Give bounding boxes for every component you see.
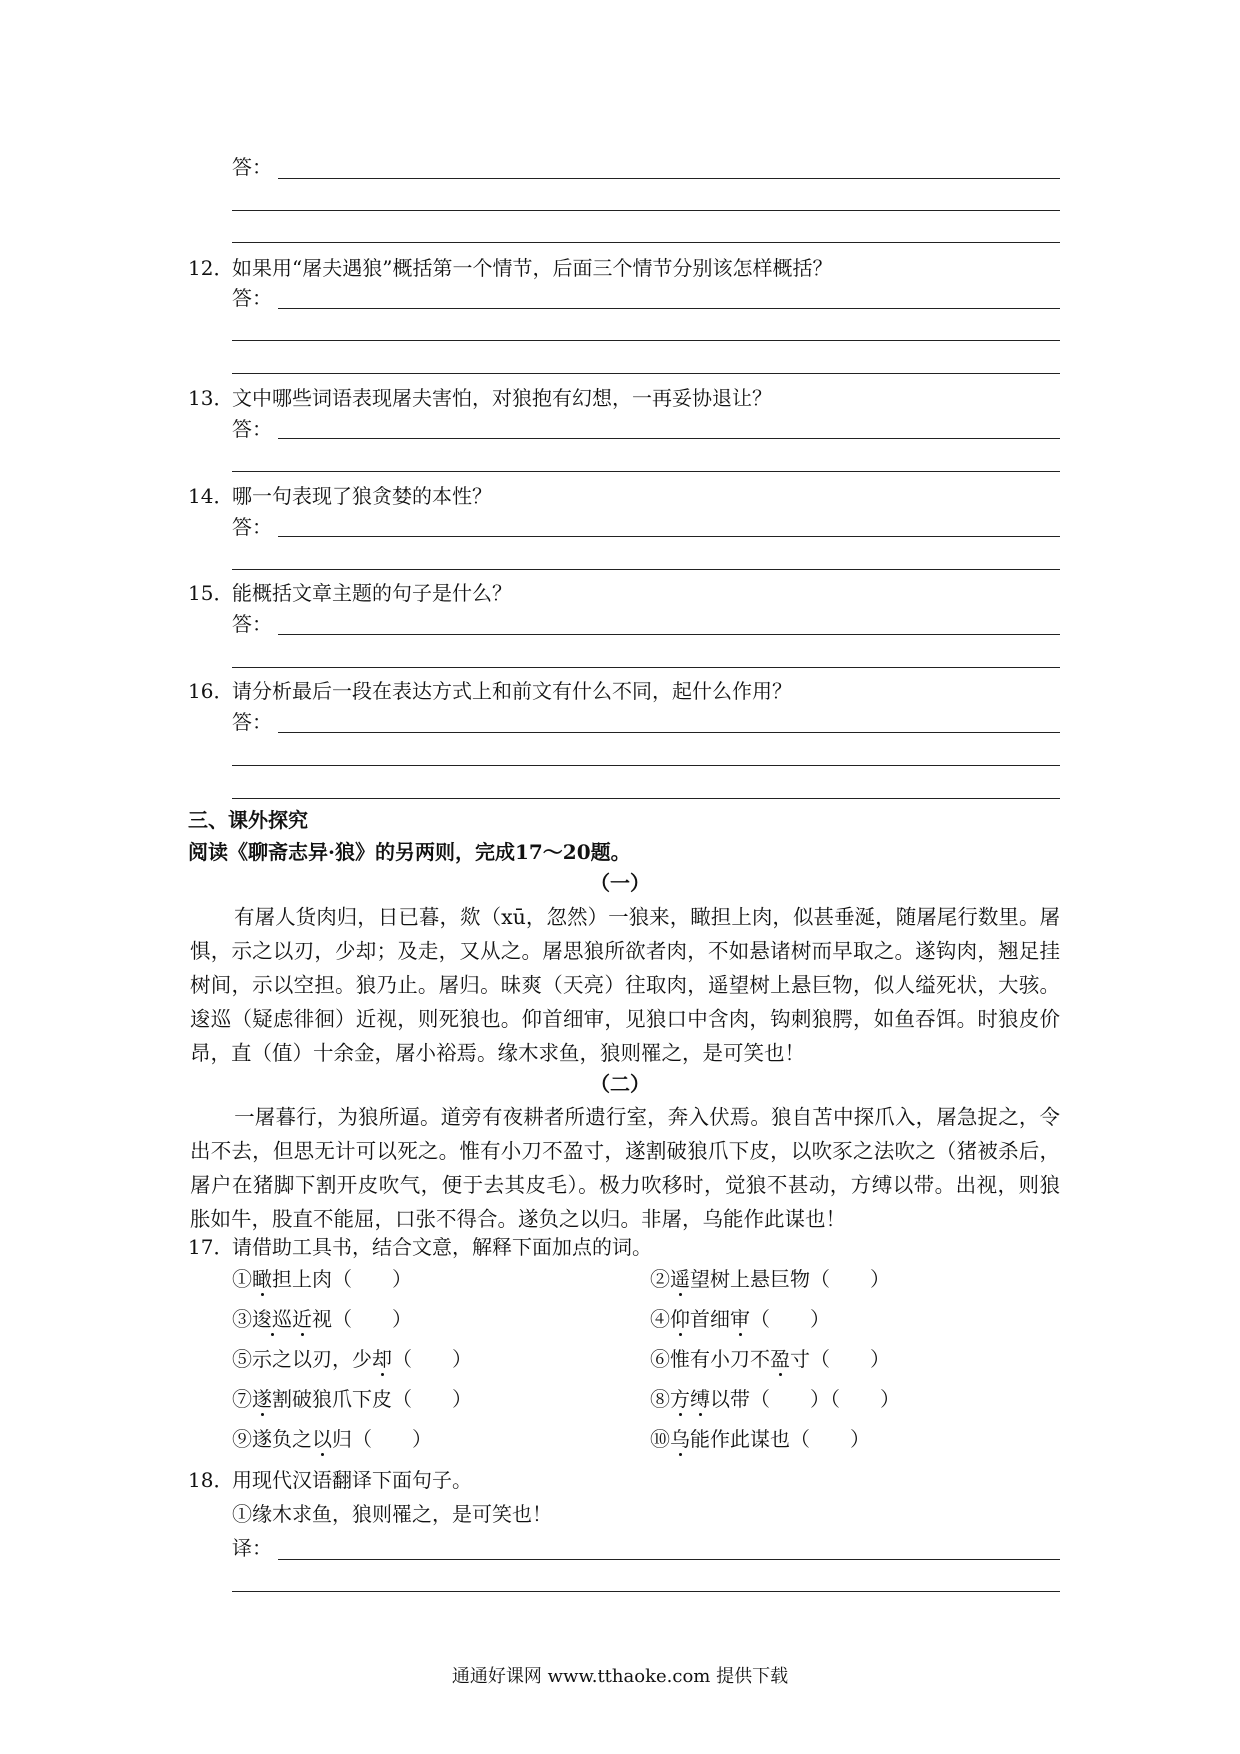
answer-line[interactable] [232,242,1060,243]
question-number: 16． [188,679,234,703]
question-text: 哪一句表现了狼贪婪的本性？ [232,484,492,508]
passage-two-title: （二） [590,1072,650,1096]
vocab-item: ④仰首细审（ ） [650,1307,830,1331]
footer-text: 通通好课网 www.tthaoke.com 提供下载 [451,1666,789,1687]
vocab-item: ⑧方缚以带（ ）（ ） [650,1387,900,1411]
question-number: 15． [188,581,234,605]
answer-line[interactable] [278,732,1060,733]
answer-label: 答： [232,417,272,441]
question-number: 14． [188,484,234,508]
translate-label: 译： [232,1536,272,1560]
answer-line[interactable] [278,438,1060,439]
vocab-item: ⑨遂负之以归（ ） [232,1427,432,1451]
passage-two [190,1100,1060,1236]
passage-one-title: （一） [590,871,650,895]
answer-line[interactable] [278,1559,1060,1560]
answer-line[interactable] [278,634,1060,635]
vocab-item: ①瞰担上肉（ ） [232,1267,412,1291]
answer-line[interactable] [232,373,1060,374]
question-number: 17． [188,1235,234,1259]
answer-label: 答： [232,155,272,179]
vocab-item: ⑩乌能作此谋也（ ） [650,1427,870,1451]
answer-line[interactable] [232,765,1060,766]
passage-one-text: 有屠人货肉归，日已暮，欻（xū，忽然）一狼来，瞰担上肉，似甚垂涎，随屠尾行数里。屠惧，示之以刃，少却；及走，又从之。屠思狼所欲者肉，不如悬诸树而早取之。遂钩肉，翘足挂树间，示以空担。狼乃止。屠归。昧爽（天亮）往取肉，遥望树上悬巨物，似人缢死状，大骇。逡巡（疑虑徘徊）近视，则死狼也。仰首细审，见狼口中含肉，钩刺狼腭，如鱼吞饵。时狼皮价昂，直（值）十余金，屠小裕焉。缘木求鱼，狼则罹之，是可笑也！ [190,905,1060,1065]
vocab-item: ⑥惟有小刀不盈寸（ ） [650,1347,890,1371]
answer-line[interactable] [232,798,1060,799]
answer-label: 答： [232,710,272,734]
question-text: 能概括文章主题的句子是什么？ [232,581,512,605]
answer-line[interactable] [278,178,1060,179]
answer-label: 答： [232,515,272,539]
answer-line[interactable] [232,340,1060,341]
answer-line[interactable] [278,308,1060,309]
question-text: 请分析最后一段在表达方式上和前文有什么不同，起什么作用？ [232,679,792,703]
question-text: 如果用“屠夫遇狼”概括第一个情节，后面三个情节分别该怎样概括？ [232,256,833,280]
passage-one [190,900,1060,1070]
vocab-item: ⑦遂割破狼爪下皮（ ） [232,1387,472,1411]
answer-line[interactable] [232,1591,1060,1592]
vocab-item: ②遥望树上悬巨物（ ） [650,1267,890,1291]
answer-line[interactable] [232,667,1060,668]
answer-label: 答： [232,612,272,636]
answer-line[interactable] [232,210,1060,211]
answer-line[interactable] [232,569,1060,570]
section-heading: 三、课外探究 [188,808,308,832]
answer-label: 答： [232,286,272,310]
question-text: 文中哪些词语表现屠夫害怕，对狼抱有幻想，一再妥协退让？ [232,386,772,410]
vocab-item: ⑤示之以刃，少却（ ） [232,1347,472,1371]
question-text: 用现代汉语翻译下面句子。 [232,1468,472,1492]
question-text: 请借助工具书，结合文意，解释下面加点的词。 [232,1235,652,1259]
question-number: 13． [188,386,234,410]
section-instruction: 阅读《聊斋志异·狼》的另两则，完成17～20题。 [188,840,631,864]
answer-line[interactable] [232,471,1060,472]
question-number: 12． [188,256,234,280]
translate-sentence: ①缘木求鱼，狼则罹之，是可笑也！ [232,1502,552,1526]
vocab-item: ③逡巡近视（ ） [232,1307,412,1331]
question-number: 18． [188,1468,234,1492]
passage-two-text: 一屠暮行，为狼所逼。道旁有夜耕者所遗行室，奔入伏焉。狼自苫中探爪入，屠急捉之，令出不去，但思无计可以死之。惟有小刀不盈寸，遂割破狼爪下皮，以吹豕之法吹之（猪被杀后，屠户在猪脚下割开皮吹气，便于去其皮毛）。极力吹移时，觉狼不甚动，方缚以带。出视，则狼胀如牛，股直不能屈，口张不得合。遂负之以归。非屠，乌能作此谋也！ [190,1105,1060,1231]
answer-line[interactable] [278,536,1060,537]
